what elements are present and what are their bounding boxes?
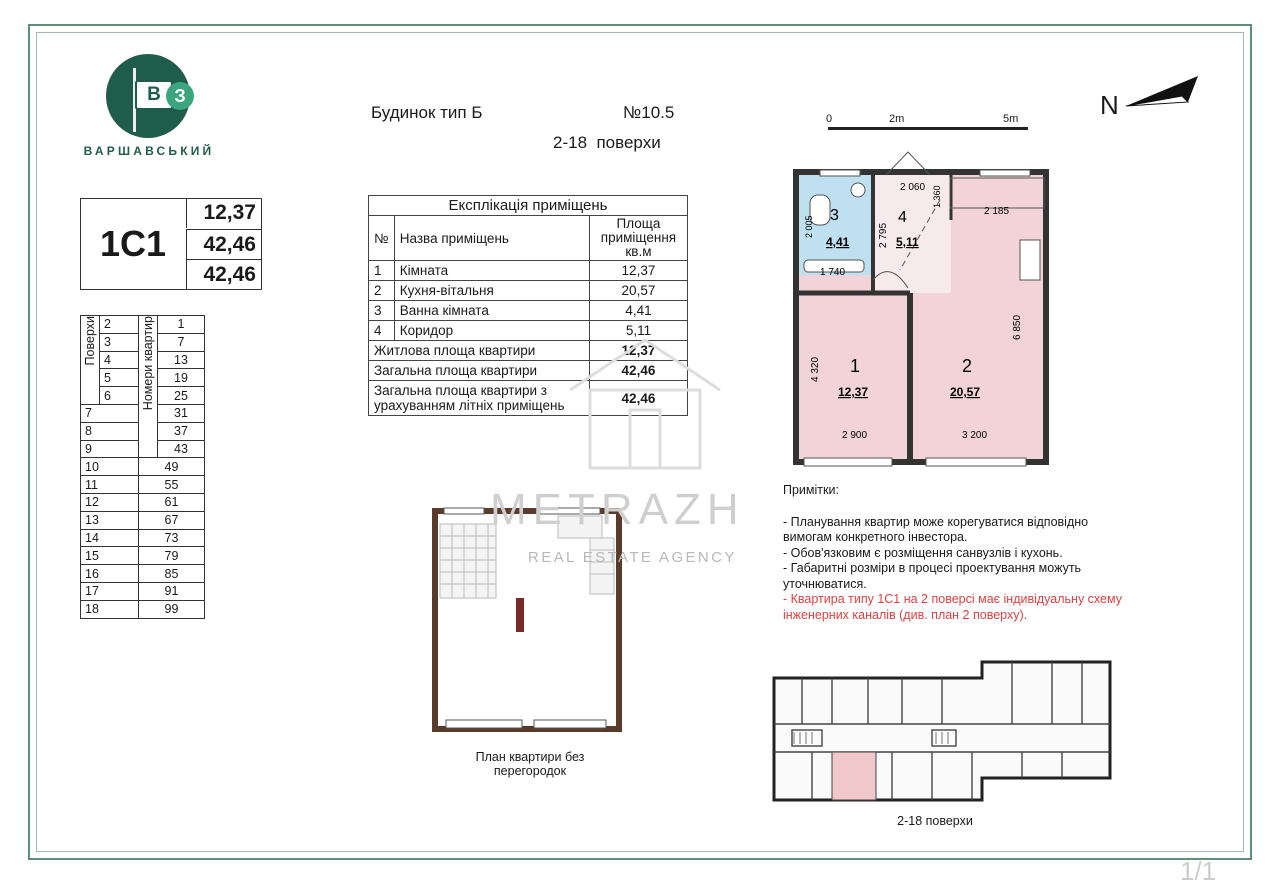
floors-table-wrap: [80, 315, 205, 619]
summer-value: 42,46: [589, 381, 687, 416]
apartment-number: 37: [158, 422, 205, 440]
floor-number: 12: [81, 493, 139, 511]
logo-flag: В: [135, 80, 173, 110]
table-row: [81, 565, 205, 583]
floor-number: 18: [81, 600, 139, 618]
note-item: - Планування квартир може корегуватися відповідно вимогам конкретного інвестора.: [783, 514, 1089, 544]
north-arrow-icon: [1124, 74, 1200, 110]
apartment-number: 67: [139, 511, 205, 529]
floor-number: 6: [100, 387, 139, 405]
apartment-number: 85: [139, 565, 205, 583]
dim-label: 4 320: [810, 356, 821, 382]
room-4-area: 5,11: [896, 235, 919, 249]
building-number: №10.5: [623, 103, 675, 122]
notes-title: Примітки:: [783, 483, 839, 497]
watermark-sub: REAL ESTATE AGENCY: [528, 549, 737, 566]
floors-range: 2-18 поверхи: [553, 133, 661, 152]
apartment-plan: [790, 150, 1052, 468]
room-3-area: 4,41: [826, 235, 850, 249]
apartment-number: 73: [139, 529, 205, 547]
floor-number: 2: [100, 316, 139, 334]
building-type: Будинок тип Б: [371, 103, 483, 122]
table-row: [369, 301, 688, 321]
scale-two: 2m: [889, 113, 905, 125]
room-1-number: 1: [850, 356, 861, 376]
floor-number: 17: [81, 582, 139, 600]
apartment-number: 13: [158, 351, 205, 369]
floors-label: [81, 316, 100, 405]
area-total: 42,46: [186, 229, 262, 259]
floor-number: 4: [100, 351, 139, 369]
brand-name: ВАРШАВСЬКИЙ: [83, 144, 215, 158]
room-area: 5,11: [589, 321, 687, 341]
apartment-number: 91: [139, 582, 205, 600]
floor-number: 9: [81, 440, 139, 458]
room-3-number: 3: [830, 207, 839, 224]
notes: [783, 483, 1123, 623]
apartment-number: 1: [158, 316, 205, 334]
dim-label: 6 850: [1012, 314, 1023, 340]
total-label: Загальна площа квартири: [369, 361, 590, 381]
floor-number: 11: [81, 476, 139, 494]
explication-title: Експлікація приміщень: [369, 196, 688, 216]
scale-five: 5m: [1003, 113, 1019, 125]
floor-number: 13: [81, 511, 139, 529]
table-row: [81, 600, 205, 618]
apartment-number: 43: [158, 440, 205, 458]
dim-label: 2 060: [900, 182, 926, 193]
room-2-area: 20,57: [950, 385, 981, 399]
building-floor-plan: [772, 660, 1114, 806]
table-row: [81, 476, 205, 494]
floor-number: 5: [100, 369, 139, 387]
living-label: Житлова площа квартири: [369, 341, 590, 361]
floor-number: 3: [100, 333, 139, 351]
table-row: [81, 493, 205, 511]
room-area: 4,41: [589, 301, 687, 321]
apartment-number: 79: [139, 547, 205, 565]
table-row: [81, 582, 205, 600]
apartment-number: 99: [139, 600, 205, 618]
dim-label: 3 200: [962, 430, 988, 441]
table-row: [81, 511, 205, 529]
floor-number: 10: [81, 458, 139, 476]
room-no: 1: [369, 261, 395, 281]
note-item-red: - Квартира типу 1С1 на 2 поверсі має індивідуальну схему інженерних каналів (див. план 2 поверху).: [783, 592, 1122, 622]
apartment-number: 61: [139, 493, 205, 511]
watermark-name: METRAZH: [490, 485, 745, 534]
table-row: [369, 261, 688, 281]
room-no: 3: [369, 301, 395, 321]
floor-number: 8: [81, 422, 139, 440]
room-4-number: 4: [898, 209, 907, 226]
apartment-number: 55: [139, 476, 205, 494]
room-name: Ванна кімната: [394, 301, 589, 321]
floors-table: [80, 315, 205, 619]
area-living: 12,37: [186, 198, 262, 228]
living-value: 12,37: [589, 341, 687, 361]
dim-label: 1 360: [932, 185, 942, 208]
floor-plan-caption: 2-18 поверхи: [897, 814, 973, 828]
floors-label-text: Поверхи: [83, 316, 97, 366]
floor-number: 7: [81, 404, 139, 422]
scale-zero: 0: [826, 113, 833, 125]
north-label: N: [1100, 90, 1119, 120]
note-item: - Обов'язковим є розміщення санвузлів і кухонь.: [783, 545, 1063, 560]
room-area: 12,37: [589, 261, 687, 281]
table-row: [81, 547, 205, 565]
col-area-header: Площа приміщення кв.м: [589, 216, 687, 261]
apartment-number: 25: [158, 387, 205, 405]
area-summer: 42,46: [186, 259, 262, 290]
dim-label: 2 795: [878, 222, 889, 248]
summer-label: Загальна площа квартири з урахуванням літніх приміщень: [369, 381, 590, 416]
watermark-house-icon: [560, 330, 730, 470]
room-no: 4: [369, 321, 395, 341]
dim-label: 2 005: [804, 215, 814, 238]
table-row: [81, 529, 205, 547]
floor-number: 15: [81, 547, 139, 565]
room-name: Кімната: [394, 261, 589, 281]
table-row: [81, 316, 205, 334]
apartment-number: 31: [158, 404, 205, 422]
floor-number: 16: [81, 565, 139, 583]
apartment-number: 19: [158, 369, 205, 387]
col-name-header: Назва приміщень: [394, 216, 589, 261]
apartments-label-text: Номери квартир: [141, 316, 155, 411]
apartment-type: 1С1: [99, 223, 167, 264]
floor-number: 14: [81, 529, 139, 547]
page-counter: 1/1: [1180, 856, 1217, 886]
note-item: - Габаритні розміри в процесі проектування можуть уточнюватися.: [783, 561, 1082, 591]
room-name: Кухня-вітальня: [394, 281, 589, 301]
col-no-header: №: [369, 216, 395, 261]
dim-label: 1 740: [820, 267, 846, 278]
dim-label: 2 900: [842, 430, 868, 441]
scale-bar: [828, 127, 1028, 130]
room-1-area: 12,37: [838, 385, 869, 399]
open-plan-caption: План квартири без перегородок: [475, 750, 585, 778]
dim-label: 2 185: [984, 206, 1010, 217]
apartment-number: 49: [139, 458, 205, 476]
apartment-number: 7: [158, 333, 205, 351]
room-2-number: 2: [962, 356, 973, 376]
total-value: 42,46: [589, 361, 687, 381]
apartments-label: [139, 316, 158, 458]
table-row: [369, 281, 688, 301]
room-area: 20,57: [589, 281, 687, 301]
table-row: [81, 458, 205, 476]
room-name: Коридор: [394, 321, 589, 341]
room-no: 2: [369, 281, 395, 301]
open-plan: [430, 506, 624, 734]
logo-badge: З: [166, 82, 194, 110]
